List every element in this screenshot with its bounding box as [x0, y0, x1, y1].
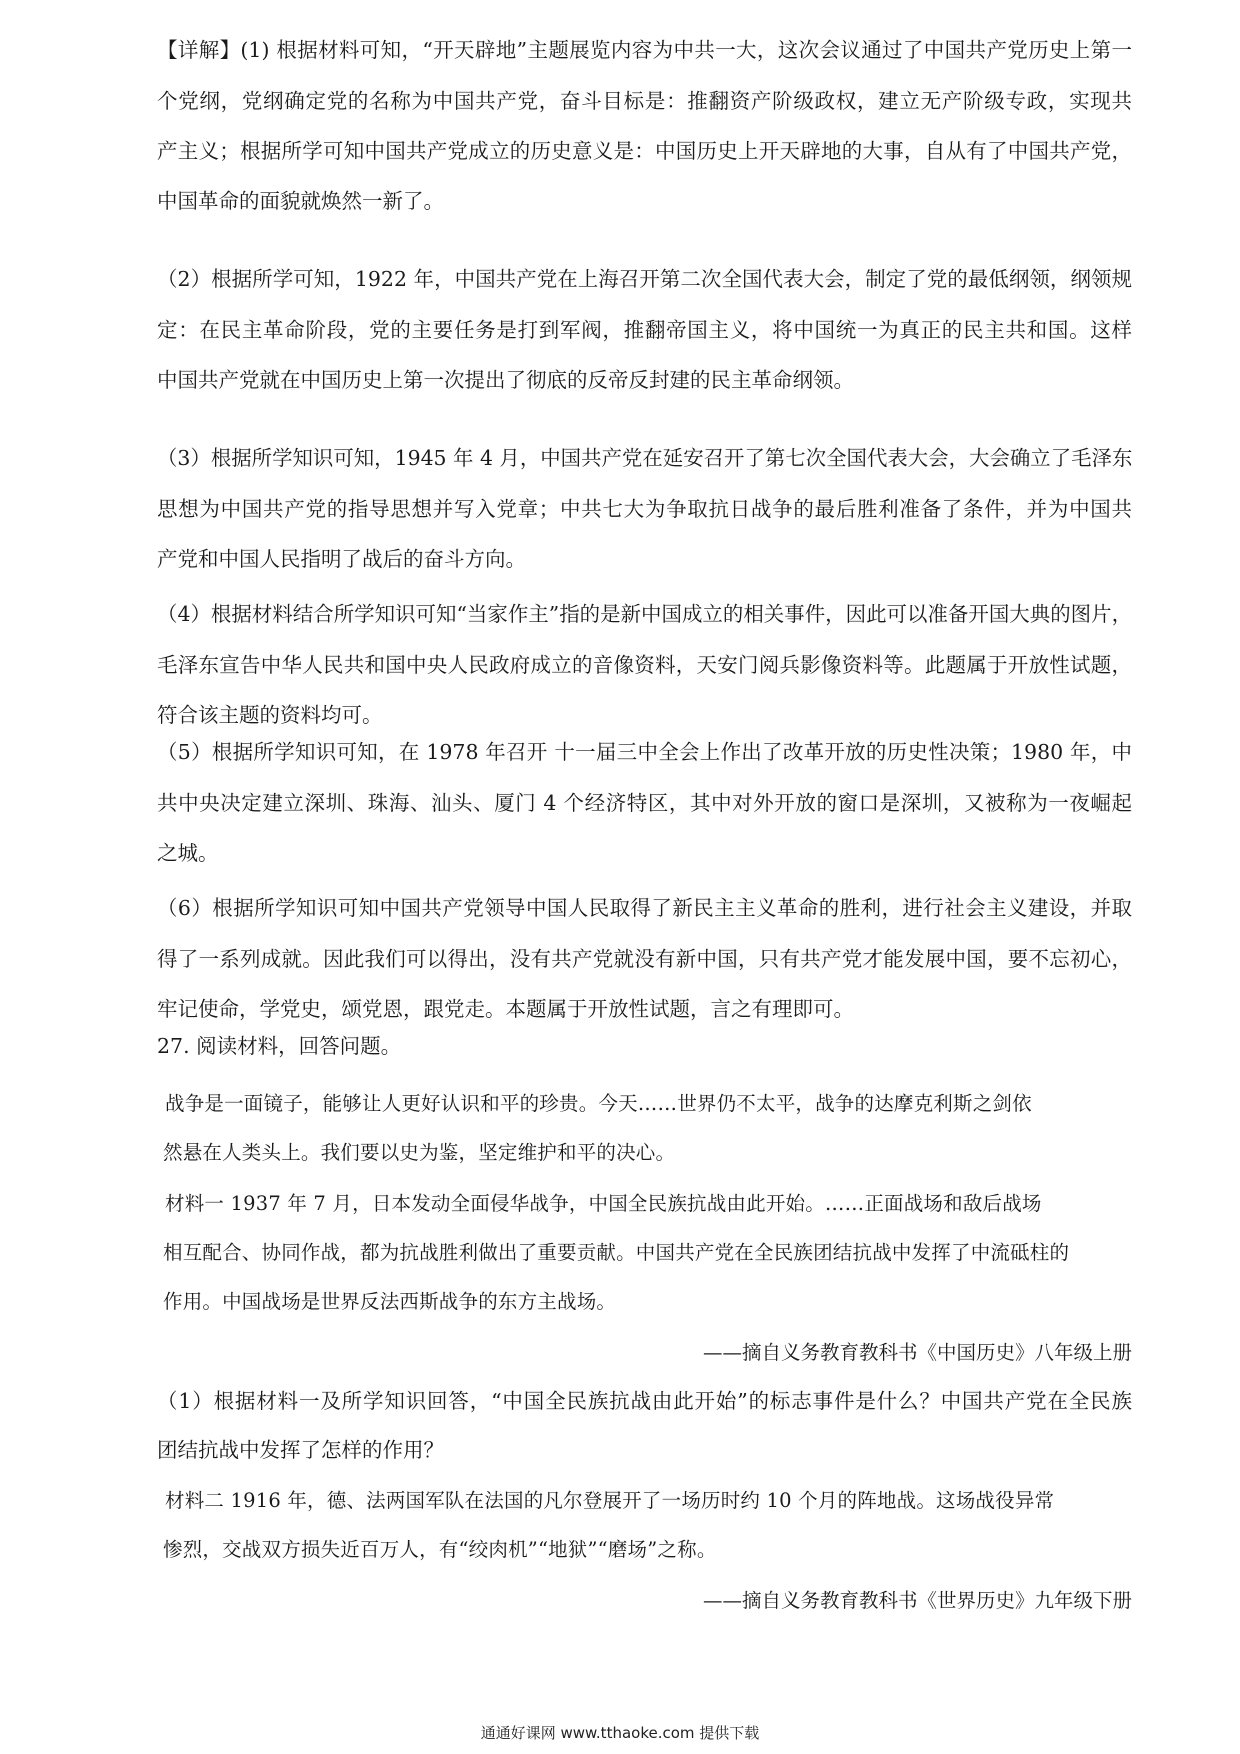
text-line: 符合该主题的资料均可。: [157, 703, 383, 727]
text-line: 作用。中国战场是世界反法西斯战争的东方主战场。: [163, 1290, 617, 1313]
text-line: 团结抗战中发挥了怎样的作用？: [157, 1438, 444, 1462]
text-line: 惨烈，交战双方损失近百万人，有“绞肉机”“地狱”“磨场”之称。: [163, 1538, 717, 1561]
text-line: 得了一系列成就。因此我们可以得出，没有共产党就没有新中国，只有共产党才能发展中国，要不忘初心，: [157, 947, 1132, 971]
text-line: 个党纲，党纲确定党的名称为中国共产党，奋斗目标是：推翻资产阶级政权，建立无产阶级专政，实现共: [157, 89, 1132, 113]
text-line: （1）根据材料一及所学知识回答，“中国全民族抗战由此开始”的标志事件是什么？中国共产党在全民族: [157, 1389, 1132, 1413]
text-line: 战争是一面镜子，能够让人更好认识和平的珍贵。今天……世界仍不太平，战争的达摩克利斯之剑依: [165, 1092, 1032, 1115]
text-line: （4）根据材料结合所学知识可知“当家作主”指的是新中国成立的相关事件，因此可以准备开国大典的图片，: [157, 602, 1133, 626]
text-line: （3）根据所学知识可知，1945 年 4 月，中国共产党在延安召开了第七次全国代表大会，大会确立了毛泽东: [157, 446, 1133, 470]
text-line: 思想为中国共产党的指导思想并写入党章；中共七大为争取抗日战争的最后胜利准备了条件，并为中国共: [157, 497, 1132, 521]
text-line: 牢记使命，学党史，颂党恩，跟党走。本题属于开放性试题，言之有理即可。: [157, 997, 854, 1021]
text-line: 材料一 1937 年 7 月，日本发动全面侵华战争，中国全民族抗战由此开始。……正面战场和敌后战场: [165, 1192, 1042, 1215]
text-line: 然悬在人类头上。我们要以史为鉴，坚定维护和平的决心。: [163, 1141, 676, 1164]
text-line: 产党和中国人民指明了战后的奋斗方向。: [157, 547, 526, 571]
text-line: （5）根据所学知识可知，在 1978 年召开 十一届三中全会上作出了改革开放的历史性决策；1980 年，中: [157, 740, 1132, 764]
text-line: 材料二 1916 年，德、法两国军队在法国的凡尔登展开了一场历时约 10 个月的阵地战。这场战役异常: [165, 1489, 1055, 1512]
text-line: 相互配合、协同作战，都为抗战胜利做出了重要贡献。中国共产党在全民族团结抗战中发挥了中流砥柱的: [163, 1241, 1070, 1264]
text-line: 定：在民主革命阶段，党的主要任务是打到军阀，推翻帝国主义，将中国统一为真正的民主共和国。这样: [157, 318, 1132, 342]
text-line: 之城。: [157, 841, 219, 865]
page-footer: 通通好课网 www.tthaoke.com 提供下载: [480, 1724, 760, 1742]
material-1-source: ——摘自义务教育教科书《中国历史》八年级上册: [702, 1341, 1132, 1364]
question-title: 27. 阅读材料，回答问题。: [157, 1034, 402, 1058]
text-line: 中国共产党就在中国历史上第一次提出了彻底的反帝反封建的民主革命纲领。: [157, 368, 854, 392]
material-2-source: ——摘自义务教育教科书《世界历史》九年级下册: [702, 1589, 1132, 1612]
text-line: （6）根据所学知识可知中国共产党领导中国人民取得了新民主主义革命的胜利，进行社会主义建设，并取: [157, 896, 1132, 920]
text-line: 共中央决定建立深圳、珠海、汕头、厦门 4 个经济特区，其中对外开放的窗口是深圳，又被称为一夜崛起: [157, 791, 1132, 815]
text-line: （2）根据所学可知，1922 年，中国共产党在上海召开第二次全国代表大会，制定了党的最低纲领，纲领规: [157, 267, 1132, 291]
text-line: 产主义；根据所学可知中国共产党成立的历史意义是：中国历史上开天辟地的大事，自从有了中国共产党，: [157, 139, 1132, 163]
text-line: 毛泽东宣告中华人民共和国中央人民政府成立的音像资料，天安门阅兵影像资料等。此题属于开放性试题，: [157, 653, 1132, 677]
text-line: 中国革命的面貌就焕然一新了。: [157, 189, 444, 213]
text-line: 【详解】(1) 根据材料可知，“开天辟地”主题展览内容为中共一大，这次会议通过了中国共产党历史上第一: [157, 38, 1132, 62]
